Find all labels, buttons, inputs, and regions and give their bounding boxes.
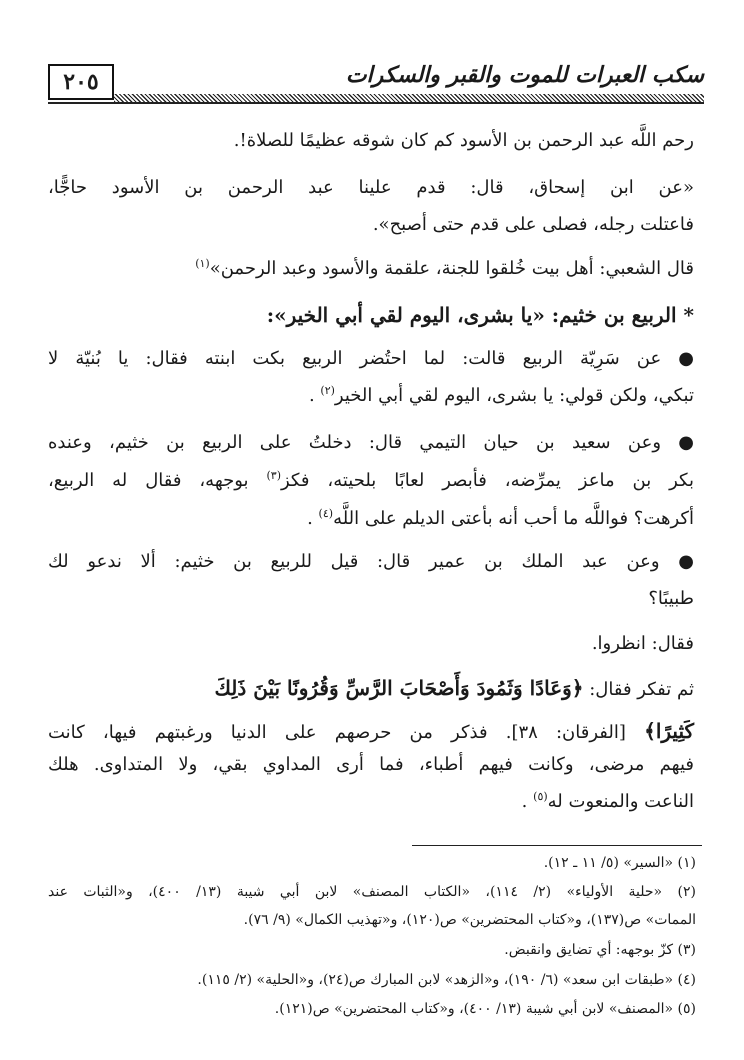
quran-verse: ﴿وَعَادًا وَثَمُودَ وَأَصْحَابَ الرَّسِّ وَقُرُونًا بَيْنَ ذَلِكَ [214, 676, 584, 700]
header-rule-pattern [114, 94, 704, 102]
footnote-ref: (٥) [533, 790, 548, 803]
body-line [214, 676, 694, 700]
body-line: ● وعن سعيد بن حيان التيمي قال: دخلتُ على الربيع بن خثيم، وعنده [48, 432, 694, 453]
body-line: فقال: انظروا. [591, 633, 694, 654]
quran-verse: كَثِيرًا﴾ [644, 719, 694, 743]
body-text: أكرهت؟ فواللَّه ما أحب أنه بأعتى الديلم على اللَّه [333, 508, 694, 529]
body-line [48, 469, 694, 491]
body-line: ● عن سَرِيّة الربيع قالت: لما احتُضر الربيع بكت ابنته فقال: يا بُنيّة لا [48, 348, 694, 369]
footnote: (٥) «المصنف» لابن أبي شيبة (١٣/ ٤٠٠)، و«كتاب المحتضرين» ص(١٢١). [274, 1001, 696, 1017]
body-line: «عن ابن إسحاق، قال: قدم علينا عبد الرحمن بن الأسود حاجًّا، [48, 177, 694, 198]
body-text: [الفرقان: ٣٨]. فذكر من حرصهم على الدنيا ورغبتهم فيها، كانت [48, 722, 645, 743]
footnote-ref: (٢) [320, 384, 335, 397]
footnote: الممات» ص(١٣٧)، و«كتاب المحتضرين» ص(١٢٠)، و«تهذيب الكمال» (٩/ ٧٦). [243, 912, 696, 928]
body-line [48, 719, 694, 743]
body-text: ثم تفكر فقال: [583, 679, 694, 700]
body-text: بكر بن ماعز يمرِّضه، فأبصر لعابًا بلحيته، فكز [281, 470, 695, 491]
body-text: . [521, 791, 528, 812]
body-text: . [308, 385, 315, 406]
body-line [195, 257, 694, 279]
body-line: فيهم مرضى، وكانت فيهم أطباء، فما أرى المداوي بقي، ولا المتداوى. هلك [48, 754, 694, 775]
footnote-separator [412, 845, 702, 846]
body-line [309, 384, 694, 406]
running-title: سكب العبرات للموت والقبر والسكرات [345, 62, 704, 88]
footnote: (٤) «طبقات ابن سعد» (٦/ ١٩٠)، و«الزهد» لابن المبارك ص(٢٤)، و«الحلية» (٢/ ١١٥). [197, 972, 696, 988]
body-line: فاعتلت رجله، فصلى على قدم حتى أصبح». [372, 214, 694, 235]
page-number-box [48, 64, 114, 100]
body-text: تبكي، ولكن قولي: يا بشرى، اليوم لقي أبي الخير [334, 385, 694, 406]
body-text: الناعت والمنعوت له [547, 791, 694, 812]
body-line: رحم اللَّه عبد الرحمن بن الأسود كم كان شوقه عظيمًا للصلاة!. [233, 130, 694, 151]
section-heading: * الربيع بن خثيم: «يا بشرى، اليوم لقي أبي الخير»: [266, 303, 694, 327]
body-line: طبيبًا؟ [648, 588, 694, 609]
page-number: ٢٠٥ [63, 69, 99, 95]
footnote: (١) «السير» (٥/ ١١ ـ ١٢). [543, 855, 696, 871]
body-text: بوجهه، فقال له الربيع، [48, 470, 267, 491]
footnote-ref: (٣) [266, 469, 281, 482]
body-line [522, 790, 694, 812]
footnote: (٣) كزّ بوجهه: أي تضايق وانقبض. [504, 942, 696, 958]
footnote-ref: (٤) [318, 507, 334, 520]
body-line [307, 507, 694, 529]
footnote-ref: (١) [195, 257, 210, 270]
header-rule-line [48, 102, 704, 104]
footnote: (٢) «حلية الأولياء» (٢/ ١١٤)، «الكتاب المصنف» لابن أبي شيبة (١٣/ ٤٠٠)، و«الثبات عند [48, 884, 697, 900]
body-line: ● وعن عبد الملك بن عمير قال: قيل للربيع بن خثيم: ألا ندعو لك [48, 551, 694, 572]
body-text: . [307, 508, 313, 529]
body-text: قال الشعبي: أهل بيت خُلقوا للجنة، علقمة والأسود وعبد الرحمن» [209, 258, 694, 279]
